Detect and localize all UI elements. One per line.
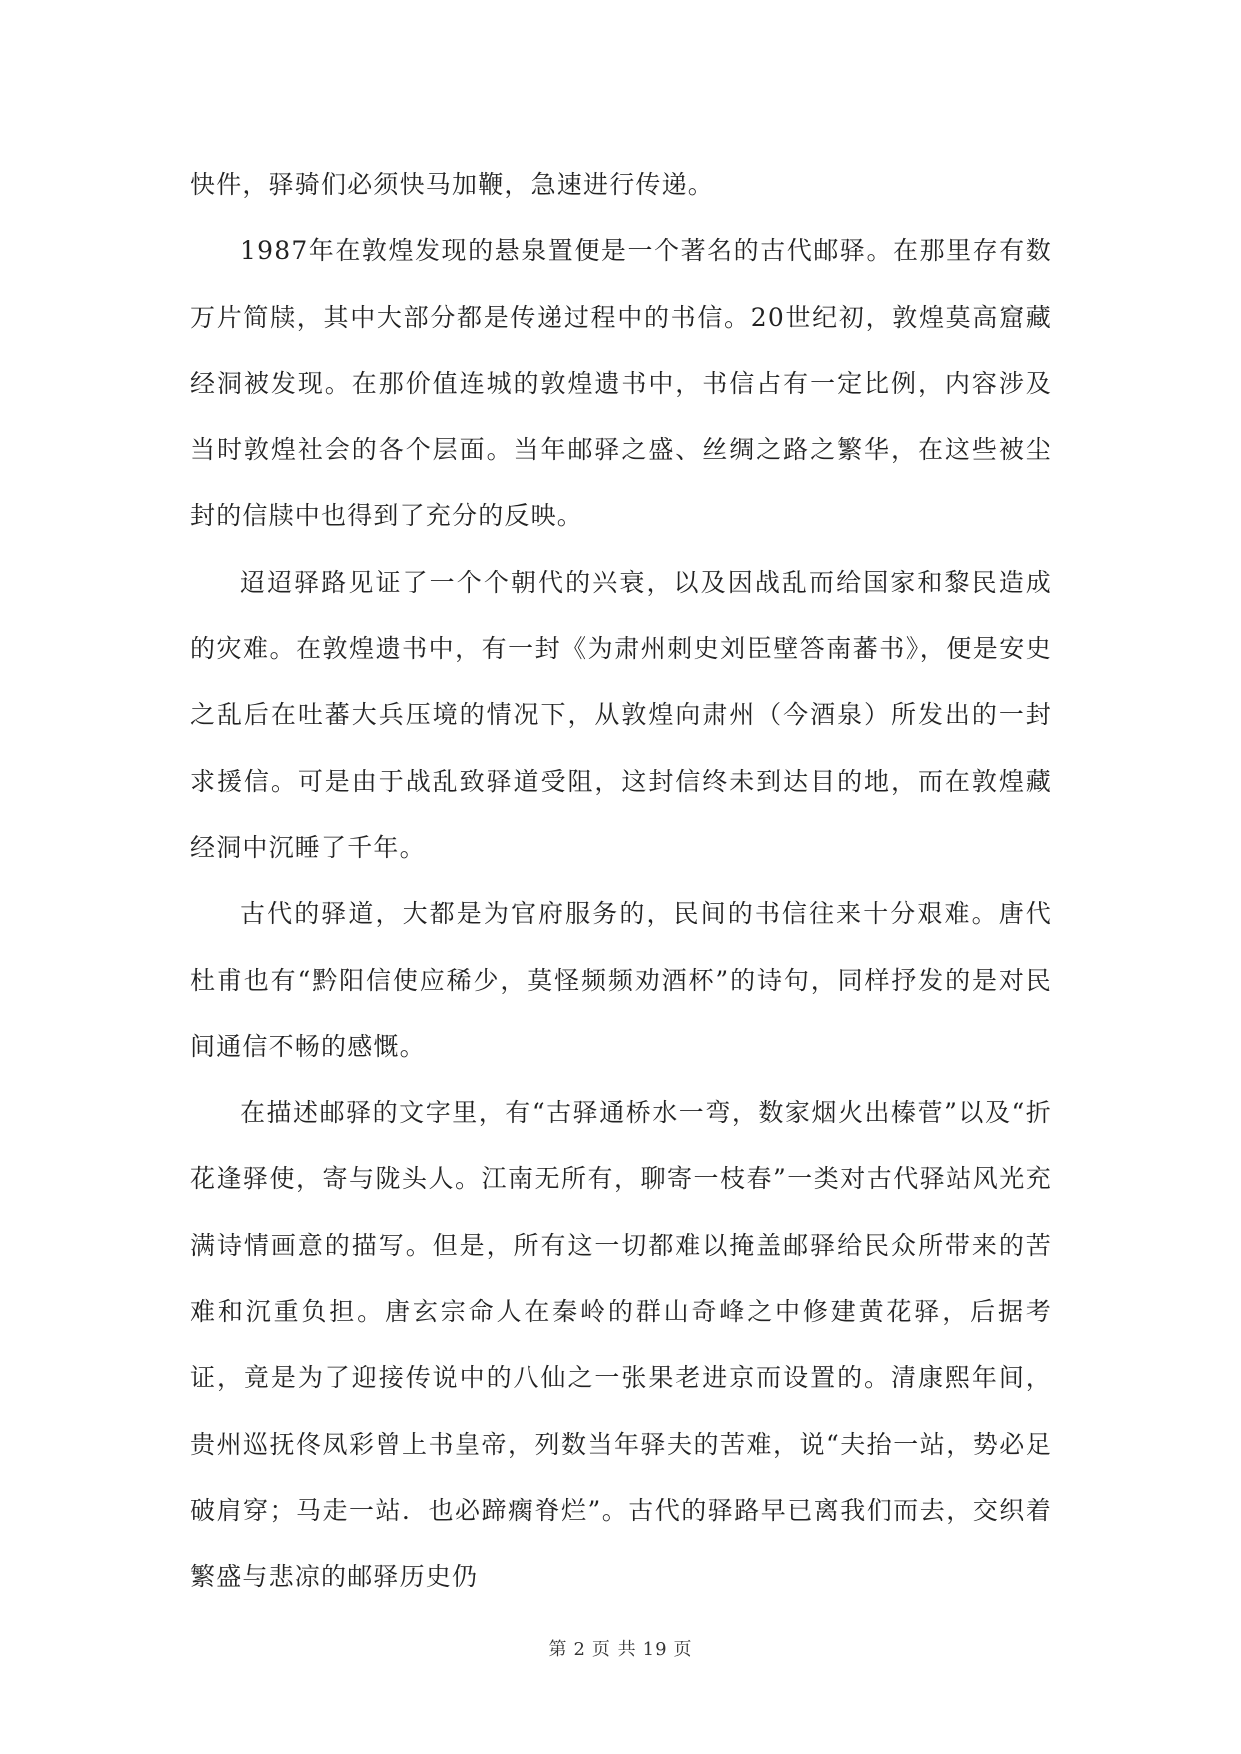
page-footer [0,1635,1241,1661]
paragraph-post-road-history: 迢迢驿路见证了一个个朝代的兴衰，以及因战乱而给国家和黎民造成的灾难。在敦煌遗书中，有一封《为肃州刺史刘臣壁答南蕃书》，便是安史之乱后在吐蕃大兵压境的情况下，从敦煌向肃州（今酒泉）所发出的一封求援信。可是由于战乱致驿道受阻，这封信终未到达目的地，而在敦煌藏经洞中沉睡了千年。 [190,567,1052,862]
paragraph-continuation: 快件，驿骑们必须快马加鞭，急速进行传递。 [190,170,715,199]
paragraph-xuanquanzhi: 1987年在敦煌发现的悬泉置便是一个著名的古代邮驿。在那里存有数万片简牍，其中大部分都是传递过程中的书信。20世纪初，敦煌莫高窟藏经洞被发现。在那价值连城的敦煌遗书中，书信占有一定比例，内容涉及当时敦煌社会的各个层面。当年邮驿之盛、丝绸之路之繁华，在这些被尘封的信牍中也得到了充分的反映。 [190,236,1052,531]
paragraph-official-post: 古代的驿道，大都是为官府服务的，民间的书信往来十分艰难。唐代杜甫也有“黔阳信使应稀少，莫怪频频劝酒杯”的诗句，同样抒发的是对民间通信不畅的感慨。 [190,899,1052,1061]
footer-middle: 页 共 [591,1639,637,1660]
footer-current-page: 2 [573,1639,586,1660]
footer-suffix: 页 [673,1639,693,1660]
document-body [190,152,1052,1611]
paragraph-poetic-descriptions: 在描述邮驿的文字里，有“古驿通桥水一弯，数家烟火出榛菅”以及“折花逢驿使，寄与陇头人。江南无所有，聊寄一枝春”一类对古代驿站风光充满诗情画意的描写。但是，所有这一切都难以掩盖邮驿给民众所带来的苦难和沉重负担。唐玄宗命人在秦岭的群山奇峰之中修建黄花驿，后据考证，竟是为了迎接传说中的八仙之一张果老进京而设置的。清康熙年间，贵州巡抚佟凤彩曾上书皇帝，列数当年驿夫的苦难，说“夫抬一站，势必足破肩穿；马走一站．也必蹄瘸脊烂”。古代的驿路早已离我们而去，交织着繁盛与悲凉的邮驿历史仍 [190,1098,1052,1592]
footer-prefix: 第 [548,1639,568,1660]
footer-total-pages: 19 [642,1639,668,1660]
